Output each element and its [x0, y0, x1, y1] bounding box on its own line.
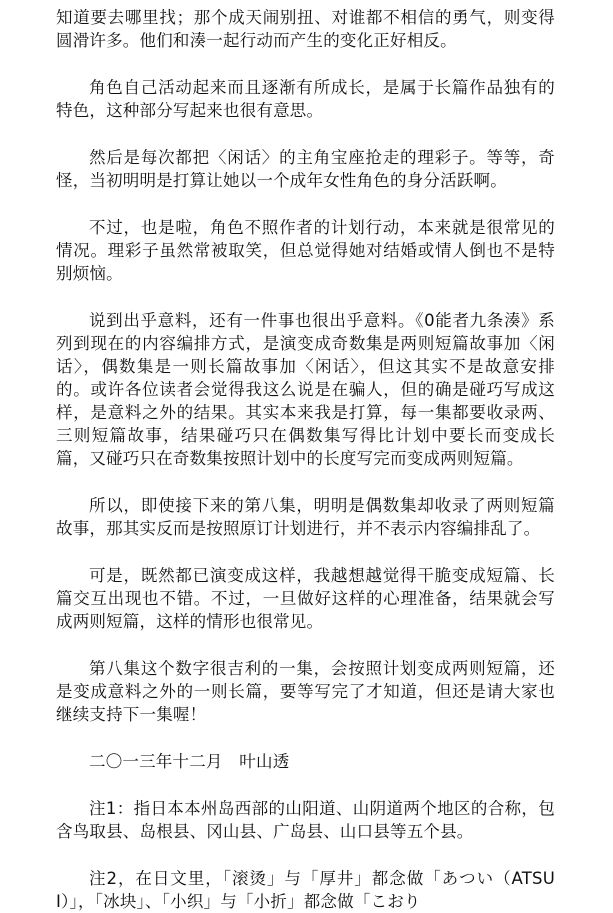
paragraph-3: 然后是每次都把〈闲话〉的主角宝座抢走的理彩子。等等，奇怪，当初明明是打算让她以一个成年女性角色的身分活跃啊。 — [56, 148, 555, 190]
paragraph-4: 不过，也是啦，角色不照作者的计划行动，本来就是很常见的情况。理彩子虽然常被取笑，但总觉得她对结婚或情人倒也不是特别烦恼。 — [56, 218, 555, 283]
paragraph-2: 角色自己活动起来而且逐渐有所成长，是属于长篇作品独有的特色，这种部分写起来也很有意思。 — [56, 78, 555, 120]
footnote-2: 注2，在日文里，「滚烫」与「厚井」都念做「あつい（ATSUI）」，「冰块」、「小织」与「小折」都念做「こおり — [56, 869, 555, 911]
paragraph-6: 所以，即使接下来的第八集，明明是偶数集却收录了两则短篇故事，那其实反而是按照原订计划进行，并不表示内容编排乱了。 — [56, 496, 555, 538]
paragraph-5: 说到出乎意料，还有一件事也很出乎意料。《0能者九条湊》系列到现在的内容编排方式，是演变成奇数集是两则短篇故事加〈闲话〉，偶数集是一则长篇故事加〈闲话〉，但这其实不是故意安排的。或许各位读者会觉得我这么说是在骗人，但的确是碰巧写成这样，是意料之外的结果。其实本来我是打算，每一集都要收录两、三则短篇故事，结果碰巧只在偶数集写得比计划中要长而变成长篇，又碰巧只在奇数集按照计划中的长度写完而变成两则短篇。 — [56, 311, 555, 468]
paragraph-1: 知道要去哪里找；那个成天闹别扭、对谁都不相信的勇气，则变得圆滑许多。他们和湊一起行动而产生的变化正好相反。 — [56, 8, 555, 50]
footnote-1: 注1：指日本本州岛西部的山阳道、山阴道两个地区的合称，包含鸟取县、岛根县、冈山县、广岛县、山口县等五个县。 — [56, 799, 555, 841]
paragraph-8: 第八集这个数字很吉利的一集，会按照计划变成两则短篇，还是变成意料之外的一则长篇，要等写完了才知道，但还是请大家也继续支持下一集喔！ — [56, 659, 555, 724]
signature-date: 二〇一三年十二月 叶山透 — [89, 752, 290, 771]
paragraph-7: 可是，既然都已演变成这样，我越想越觉得干脆变成短篇、长篇交互出现也不错。不过，一旦做好这样的心理准备，结果就会写成两则短篇，这样的情形也很常见。 — [56, 566, 555, 631]
